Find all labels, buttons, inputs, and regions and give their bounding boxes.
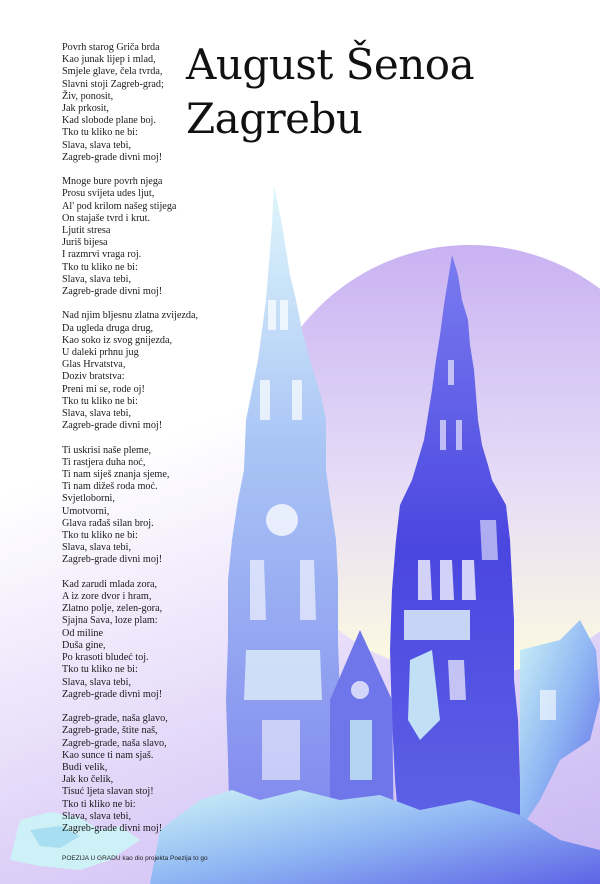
poem-line: Ljutit stresa: [62, 225, 111, 237]
poem-line: Glas Hrvatstva,: [62, 359, 126, 371]
poem-line: Umotvorni,: [62, 505, 110, 517]
poem-line: Slava, slava tebi,: [62, 542, 132, 554]
poem-line: Tko tu kliko ne bi:: [62, 127, 138, 139]
poem-line: Tisuć ljeta slavan stoj!: [62, 786, 154, 798]
poem-line: Budi velik,: [62, 761, 108, 773]
poem-line: Al' pod krilom našeg stijega: [62, 200, 177, 212]
poem-line: Slavni stoji Zagreb-grad;: [62, 78, 164, 90]
author-name: August Šenoa: [186, 40, 475, 89]
poem-line: Duša gine,: [62, 639, 106, 651]
poem-line: Mnoge bure povrh njega: [62, 176, 163, 188]
footer-credit: POEZIJA U GRADU kao dio projekta Poezija to go: [62, 855, 208, 862]
poem-line: Prosu svijeta udes ljut,: [62, 188, 155, 200]
poem-line: Nad njim bljesnu zlatna zvijezda,: [62, 310, 199, 322]
poem-line: On stajaše tvrd i krut.: [62, 212, 150, 224]
poem-line: Svjetloborni,: [62, 493, 115, 505]
poem-line: Jak ko čelik,: [62, 774, 114, 786]
poem-line: Tko tu kliko ne bi:: [62, 261, 138, 273]
poem-line: Tko ti kliko ne bi:: [62, 798, 136, 810]
poem-line: Zagreb-grade, štite naš,: [62, 725, 158, 737]
poem-stanza: [62, 176, 212, 298]
poem-line: Po krasoti bludeć toj.: [62, 652, 149, 664]
poem-line: Zagreb-grade divni moj!: [62, 822, 163, 834]
poem-line: Doziv bratstva:: [62, 371, 125, 383]
poem-line: Ti nam siješ znanja sjeme,: [62, 469, 170, 481]
poem-line: Kao sunce ti nam sjaš.: [62, 749, 154, 761]
poem-line: Ti rastjera duha noć,: [62, 456, 146, 468]
poem-line: Glava rađaš silan broj.: [62, 517, 154, 529]
poem-line: Tko tu kliko ne bi:: [62, 530, 138, 542]
poem-line: Ti uskrisi naše pleme,: [62, 444, 152, 456]
poem-line: Kad slobode plane boj.: [62, 115, 156, 127]
poem-line: Juriš bijesa: [62, 237, 108, 249]
poem-line: Kao junak lijep i mlad,: [62, 54, 156, 66]
poem-line: Zagreb-grade divni moj!: [62, 420, 163, 432]
poem-line: Zagreb-grade, naša glavo,: [62, 713, 168, 725]
poem-line: A iz zore dvor i hram,: [62, 591, 152, 603]
poem-line: Tko tu kliko ne bi:: [62, 395, 138, 407]
poem-line: Slava, slava tebi,: [62, 273, 132, 285]
poster-title: [186, 38, 474, 146]
poem-line: Ti nam dižeš roda moć.: [62, 481, 158, 493]
poem-line: Živ, ponosit,: [62, 90, 114, 102]
poem-stanza: [62, 579, 212, 701]
poem-line: Smjele glave, čela tvrda,: [62, 66, 163, 78]
poem-line: Tko tu kliko ne bi:: [62, 664, 138, 676]
poem-stanza: [62, 42, 212, 164]
poem-stanza: [62, 713, 212, 835]
poem-line: Sjajna Sava, loze plam:: [62, 615, 158, 627]
poem-line: Zlatno polje, zelen-gora,: [62, 603, 163, 615]
poem-line: Zagreb-grade, naša slavo,: [62, 737, 167, 749]
poem-stanza: [62, 310, 212, 432]
poem-line: Povrh starog Griča brda: [62, 42, 160, 53]
poem-line: Slava, slava tebi,: [62, 139, 132, 151]
poem-line: U daleki prhnu jug: [62, 347, 139, 359]
poem-line: Zagreb-grade divni moj!: [62, 688, 163, 700]
poem-line: Slava, slava tebi,: [62, 408, 132, 420]
left-tower: [226, 185, 344, 840]
poem-line: Slava, slava tebi,: [62, 810, 132, 822]
poem-line: Kao soko iz svog gnijezda,: [62, 334, 173, 346]
poem-line: Zagreb-grade divni moj!: [62, 151, 163, 163]
right-splash: [520, 620, 600, 830]
poem-line: Slava, slava tebi,: [62, 676, 132, 688]
poem-stanza: [62, 445, 212, 567]
poem-line: Da ugleda druga drug,: [62, 322, 154, 334]
poem-line: Jak prkosit,: [62, 103, 109, 115]
poem-line: Od miline: [62, 627, 104, 639]
poem-text: [62, 42, 212, 847]
poem-line: Preni mi se, rode oj!: [62, 383, 145, 395]
poem-line: Zagreb-grade divni moj!: [62, 286, 163, 298]
poem-title: Zagrebu: [186, 94, 363, 143]
poem-line: Zagreb-grade divni moj!: [62, 554, 163, 566]
poem-line: I razmrvi vraga roj.: [62, 249, 142, 261]
poem-line: Kad zarudi mlada zora,: [62, 578, 158, 590]
